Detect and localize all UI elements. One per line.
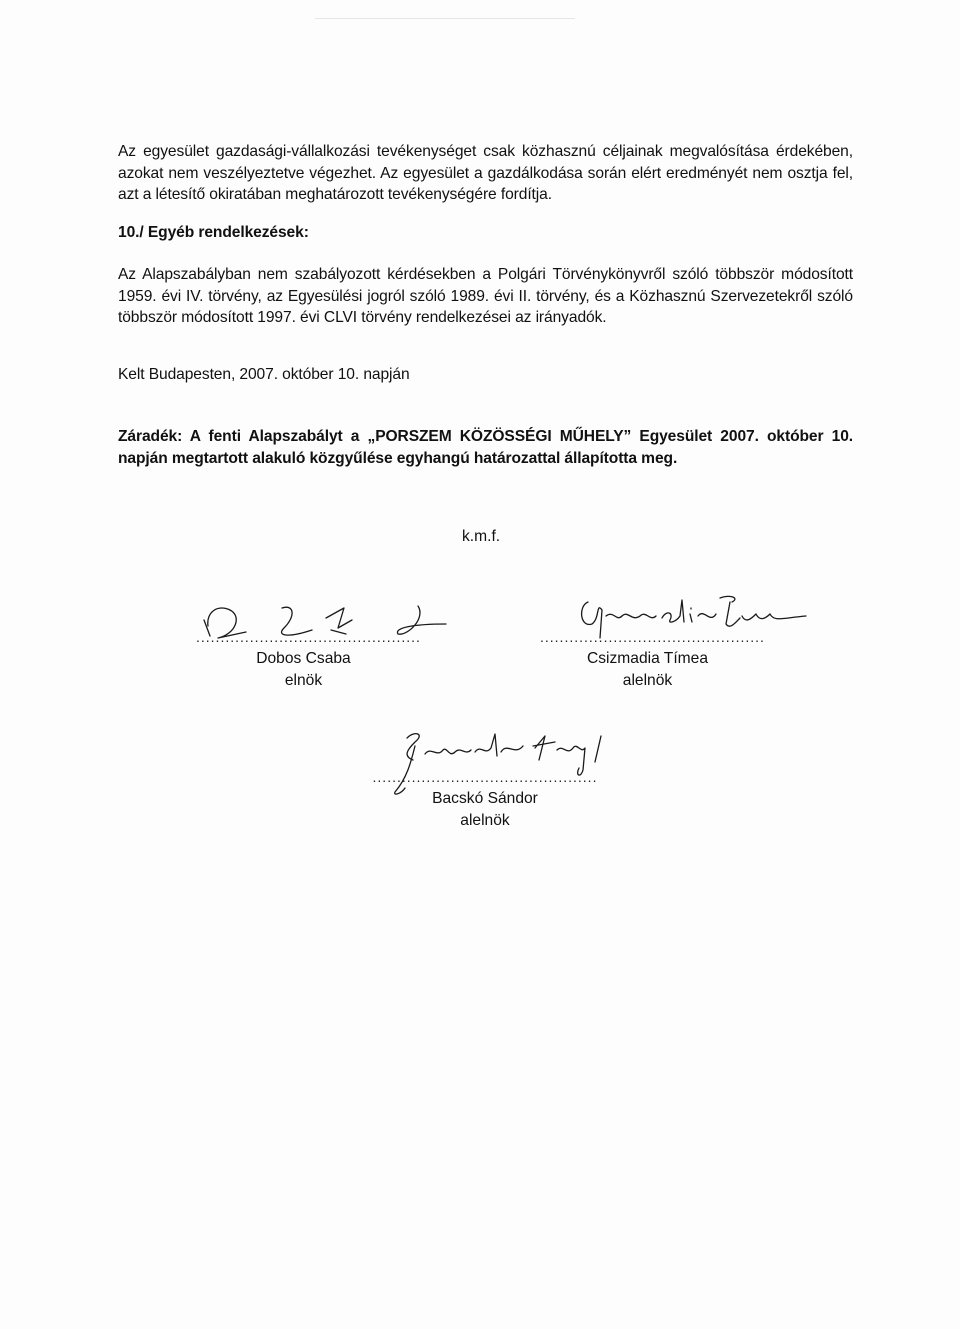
clause-paragraph: Záradék: A fenti Alapszabályt a „PORSZEM KÖZÖSSÉGI MŰHELY” Egyesület 2007. október 10. napján megtartott alakuló közgyűlése egyhangú határozattal állapította meg.: [118, 428, 853, 467]
signer-name: Csizmadia Tímea: [586, 650, 709, 667]
signer-role: alelnök: [622, 672, 673, 689]
signature-line: ..............................................: [540, 629, 765, 645]
signer-name: Dobos Csaba: [256, 650, 351, 667]
signer-role: elnök: [284, 672, 323, 689]
paragraph-economic-activity: Az egyesület gazdasági-vállalkozási tevékenységet csak közhasznú céljainak megvalósítása érdekében, azokat nem veszélyeztetve végezhet. Az egyesület a gazdálkodása során elért eredményét nem osztja fel, azt a létesítő okiratában meghatározott tevékenységére fordítja.: [118, 143, 853, 203]
kmf-label: k.m.f.: [462, 528, 501, 545]
signer-name: Bacskó Sándor: [432, 790, 538, 807]
paragraph-other-provisions: Az Alapszabályban nem szabályozott kérdésekben a Polgári Törvénykönyvről szóló többször módosított 1959. évi IV. törvény, az Egyesülési jogról szóló 1989. évi II. törvény, és a Közhasznú Szervezetekről szóló többször módosított 1997. évi CLVI törvény rendelkezései az irányadók.: [118, 266, 853, 326]
signature-block-dobos: [196, 629, 421, 692]
signature-block-bacsko: [370, 769, 600, 832]
signature-line: ..............................................: [372, 769, 598, 785]
signer-role: alelnök: [460, 812, 510, 829]
signature-block-csizmadia: [540, 629, 765, 692]
date-line: Kelt Budapesten, 2007. október 10. napján: [118, 366, 410, 383]
section-heading: 10./ Egyéb rendelkezések:: [118, 224, 309, 241]
signature-line: ..............................................: [196, 629, 421, 645]
scan-artifact-line: [315, 18, 575, 19]
